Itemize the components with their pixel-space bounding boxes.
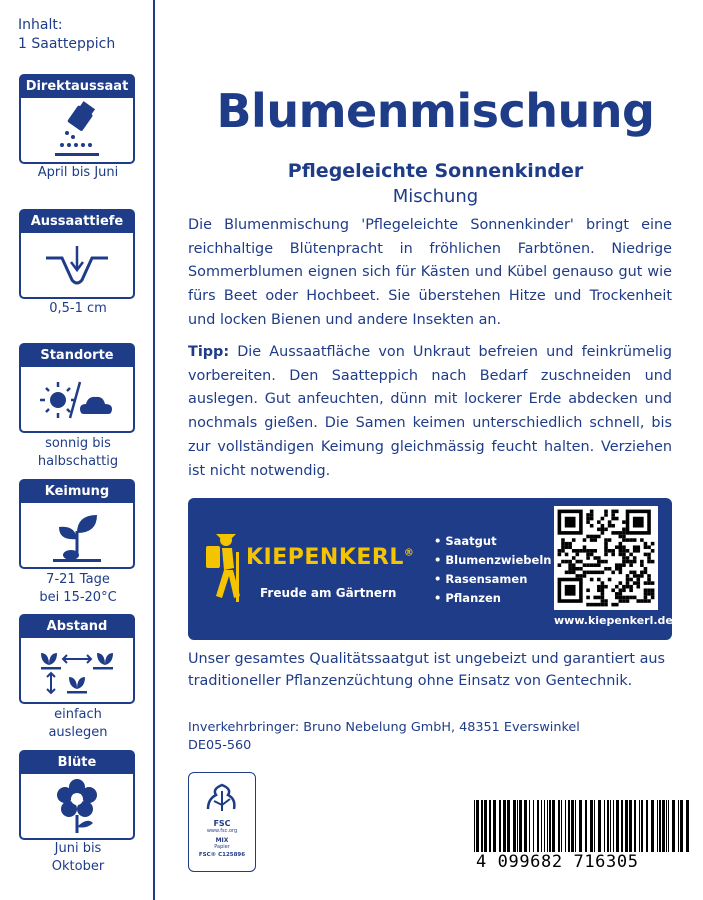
flowering-caption-line: Oktober	[51, 859, 105, 874]
product-subtitle: Pflegeleichte Sonnenkinder	[287, 160, 584, 182]
spacing-caption-line: auslegen	[48, 725, 108, 740]
sowing-depth-box	[19, 209, 135, 299]
germination-caption-line: 7-21 Tage	[46, 572, 110, 587]
sun-cloud-icon	[21, 367, 133, 431]
contents-label: Inhalt:	[18, 17, 63, 33]
spacing-title: Abstand	[21, 616, 133, 638]
flower-icon	[21, 774, 133, 838]
tip-paragraph	[188, 341, 672, 483]
brand-name	[246, 545, 414, 570]
qr-code-icon	[554, 506, 658, 610]
flowering-caption	[10, 840, 146, 876]
spacing-icon	[21, 638, 133, 702]
product-description: Die Blumenmischung 'Pflegeleichte Sonnenkinder' bringt eine reichhaltige Blütenpracht in fröhlichen Farbtönen. Niedrige Sommerblumen eignen sich für Kästen und Kübel genauso gut wie fürs Beet oder Hochbeet. Sie überstehen Hitze und Trockenheit und locken Bienen und andere Insekten an.	[188, 217, 672, 328]
contents-value: 1 Saatteppich	[18, 36, 116, 52]
spacing-caption	[10, 706, 146, 742]
flowering-title: Blüte	[21, 752, 133, 774]
sidebar-divider	[153, 0, 155, 900]
fsc-paper: Papier	[214, 844, 230, 850]
flowering-box	[19, 750, 135, 840]
sowing-depth-title: Aussaattiefe	[21, 211, 133, 233]
contents-info	[18, 16, 115, 54]
location-caption-line: sonnig bis	[45, 436, 111, 451]
brand-slogan: Freude am Gärtnern	[260, 586, 397, 600]
fsc-code: FSC® C125896	[198, 852, 246, 858]
seedling-icon	[21, 503, 133, 567]
product-category-item: • Pflanzen	[434, 589, 551, 608]
sowing-depth-icon	[21, 233, 133, 297]
product-category-item: • Saatgut	[434, 532, 551, 551]
barcode-icon	[466, 798, 696, 858]
hiker-logo-icon	[202, 532, 246, 604]
germination-caption-line: bei 15-20°C	[39, 590, 117, 605]
fsc-text: FSC	[213, 819, 231, 828]
fsc-tree-icon	[200, 779, 244, 813]
sowing-caption-line: April bis Juni	[37, 165, 119, 180]
barcode-number: 4 099682 716305	[476, 852, 639, 872]
tip-label: Tipp:	[188, 344, 230, 360]
germination-box	[19, 479, 135, 569]
distributor-code: DE05-560	[188, 738, 252, 753]
germination-caption	[10, 571, 146, 607]
product-category-item: • Rasensamen	[434, 570, 551, 589]
flowering-caption-line: Juni bis	[54, 841, 102, 856]
germination-title: Keimung	[21, 481, 133, 503]
sowing-caption	[10, 164, 146, 182]
fsc-mix: MIX	[215, 837, 229, 844]
location-title: Standorte	[21, 345, 133, 367]
registered-mark: ®	[403, 547, 415, 559]
location-caption	[10, 435, 146, 471]
location-box	[19, 343, 135, 433]
product-title: Blumenmischung	[216, 84, 655, 138]
fsc-url: www.fsc.org	[206, 828, 238, 834]
sowing-depth-caption	[10, 300, 146, 318]
brand-name-text: KIEPENKERL	[246, 545, 404, 570]
spacing-caption-line: einfach	[54, 707, 102, 722]
quality-statement: Unser gesamtes Qualitätssaatgut ist ungebeizt und garantiert aus traditioneller Pflanzenzüchtung ohne Einsatz von Gentechnik.	[188, 651, 666, 689]
distributor-line: Inverkehrbringer: Bruno Nebelung GmbH, 48351 Everswinkel	[188, 720, 580, 735]
sowing-depth-caption-line: 0,5-1 cm	[49, 301, 107, 316]
distributor-info	[188, 719, 688, 755]
spacing-box	[19, 614, 135, 704]
sowing-icon	[21, 98, 133, 162]
location-caption-line: halbschattig	[37, 454, 119, 469]
sowing-title: Direktaussaat	[21, 76, 133, 98]
website-link[interactable]: www.kiepenkerl.de	[554, 614, 673, 627]
product-category-item: • Blumenzwiebeln	[434, 551, 551, 570]
product-category-list	[434, 532, 551, 608]
tip-text: Die Aussaatfläche von Unkraut befreien und feinkrümelig vorbereiten. Den Saatteppich nach Bedarf zuschneiden und auslegen. Gut anfeuchten, dünn mit lockerer Erde abdecken und nochmals gießen. Die Samen keimen unterschiedlich schnell, bis zur vollständigen Keimung gleichmässig feucht halten. Verziehen ist nicht notwendig.	[188, 344, 672, 479]
sowing-box	[19, 74, 135, 164]
product-variety: Mischung	[392, 186, 479, 207]
fsc-label	[188, 772, 256, 872]
brand-banner	[188, 498, 672, 640]
